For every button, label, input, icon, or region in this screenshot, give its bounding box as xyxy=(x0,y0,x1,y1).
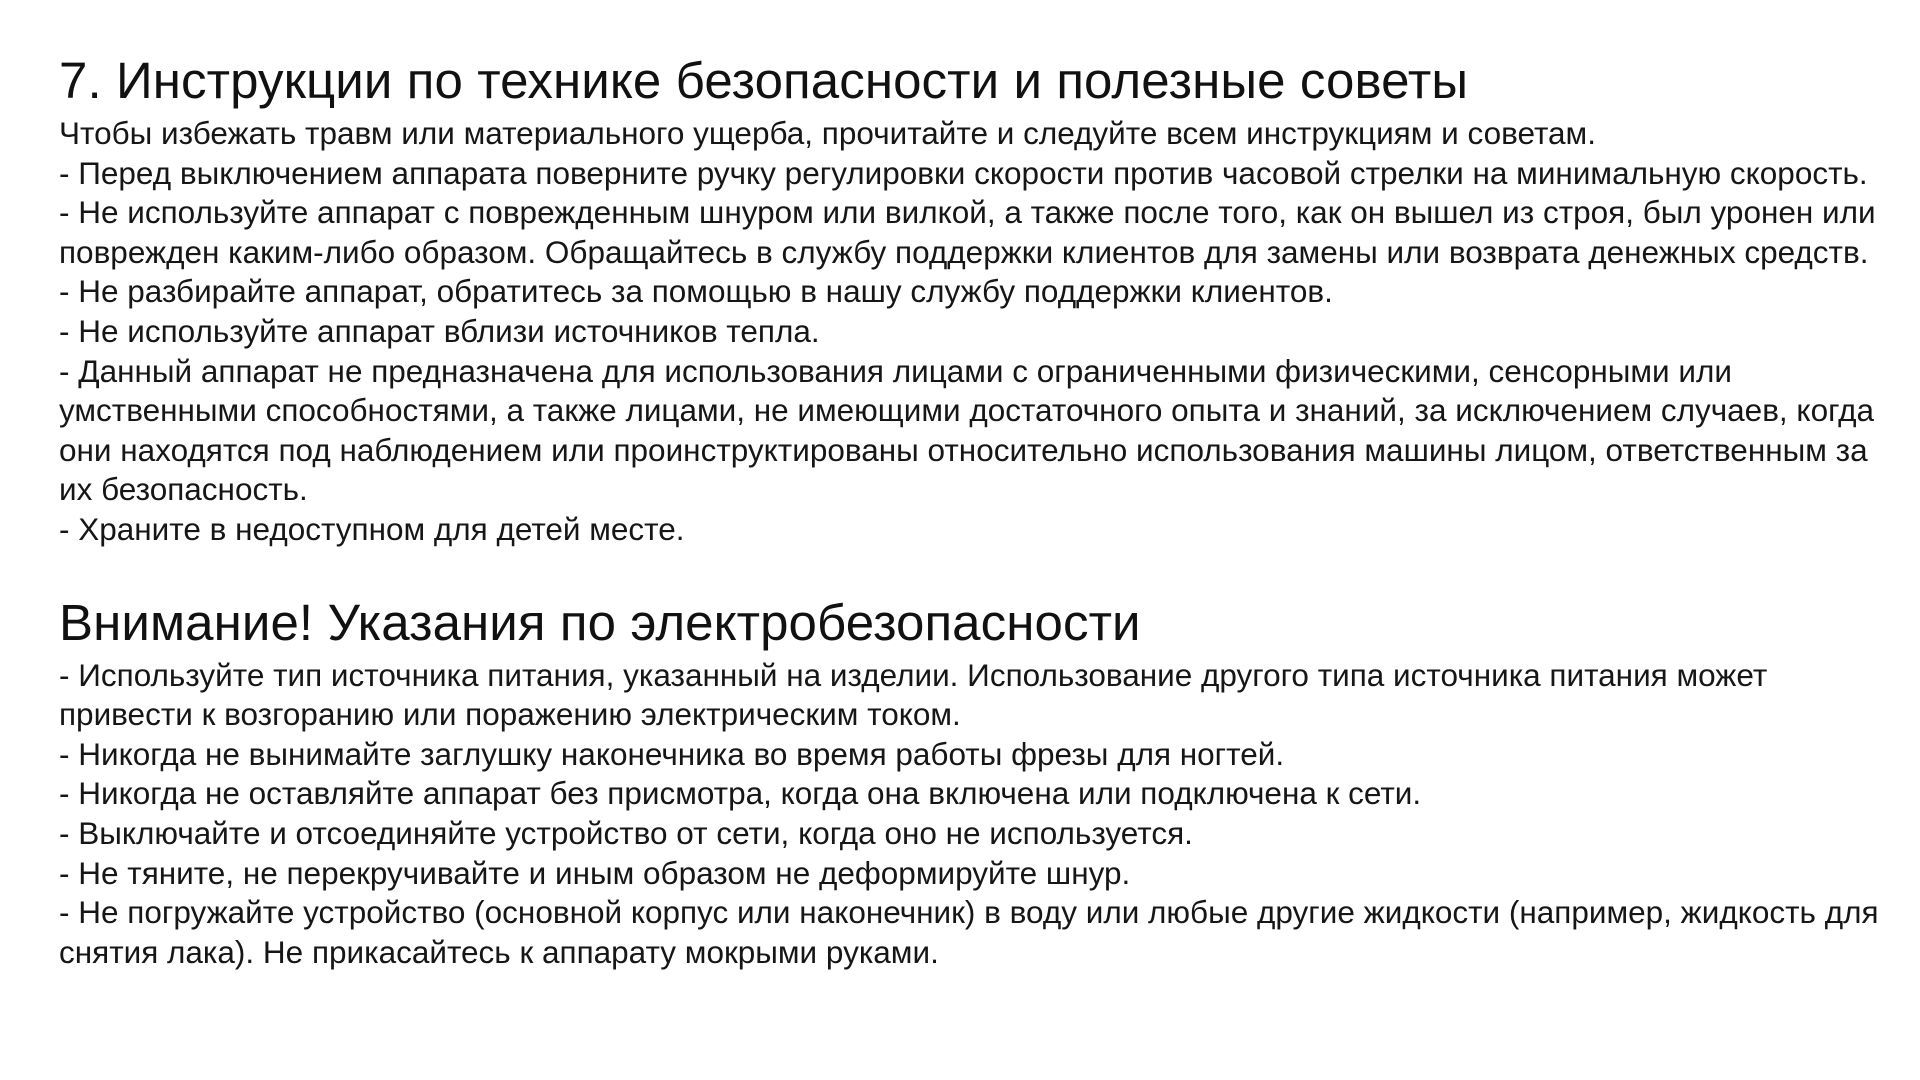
section-spacer xyxy=(59,550,1880,590)
electrical-item-unattended: - Никогда не оставляйте аппарат без присмотра, когда она включена или подключена к сети. xyxy=(59,775,1422,812)
safety-item-speed-knob: - Перед выключением аппарата поверните ручку регулировки скорости против часовой стрелки на минимальную скорость. xyxy=(59,154,1868,191)
electrical-title: Внимание! Указания по электробезопасности xyxy=(59,593,1141,651)
safety-title: 7. Инструкции по технике безопасности и полезные советы xyxy=(59,52,1469,109)
safety-item-damaged-cord: - Не используйте аппарат с поврежденным шнуром или вилкой, а также после того, как он вышел из строя, был уронен или поврежден каким-либо образом. Обращайтесь в службу поддержки клиентов для замены или возврата денежных средств. xyxy=(59,194,1876,270)
electrical-item-power-source: - Используйте тип источника питания, указанный на изделии. Использование другого типа источника питания может привести к возгоранию или поражению электрическим током. xyxy=(59,656,1768,733)
safety-intro: Чтобы избежать травм или материального ущерба, прочитайте и следуйте всем инструкциям и советам. xyxy=(59,115,1596,151)
electrical-section xyxy=(59,590,1880,973)
electrical-item-no-immersion: - Не погружайте устройство (основной корпус или наконечник) в воду или любые другие жидкости (например, жидкость для снятия лака). Не прикасайтесь к аппарату мокрыми руками. xyxy=(59,894,1879,970)
safety-item-heat-sources: - Не используйте аппарат вблизи источников тепла. xyxy=(59,312,820,349)
safety-list xyxy=(59,154,1880,550)
electrical-list xyxy=(59,656,1880,973)
electrical-item-unplug: - Выключайте и отсоединяйте устройство от сети, когда оно не используется. xyxy=(59,814,1193,851)
safety-item-children: - Храните в недоступном для детей месте. xyxy=(59,510,685,547)
electrical-item-tip-cap: - Никогда не вынимайте заглушку наконечника во время работы фрезы для ногтей. xyxy=(59,735,1285,772)
safety-item-no-disassembly: - Не разбирайте аппарат, обратитесь за помощью в нашу службу поддержки клиентов. xyxy=(59,273,1333,310)
safety-item-limited-abilities: - Данный аппарат не предназначена для использования лицами с ограниченными физическими, сенсорными или умственными способностями, а также лицами, не имеющими достаточного опыта и знаний, за исключением случаев, когда они находятся под наблюдением или проинструктированы относительно использования машины лицом, ответственным за их безопасность. xyxy=(59,352,1875,508)
safety-section xyxy=(59,48,1880,550)
electrical-item-cord-care: - Не тяните, не перекручивайте и иным образом не деформируйте шнур. xyxy=(59,854,1131,891)
